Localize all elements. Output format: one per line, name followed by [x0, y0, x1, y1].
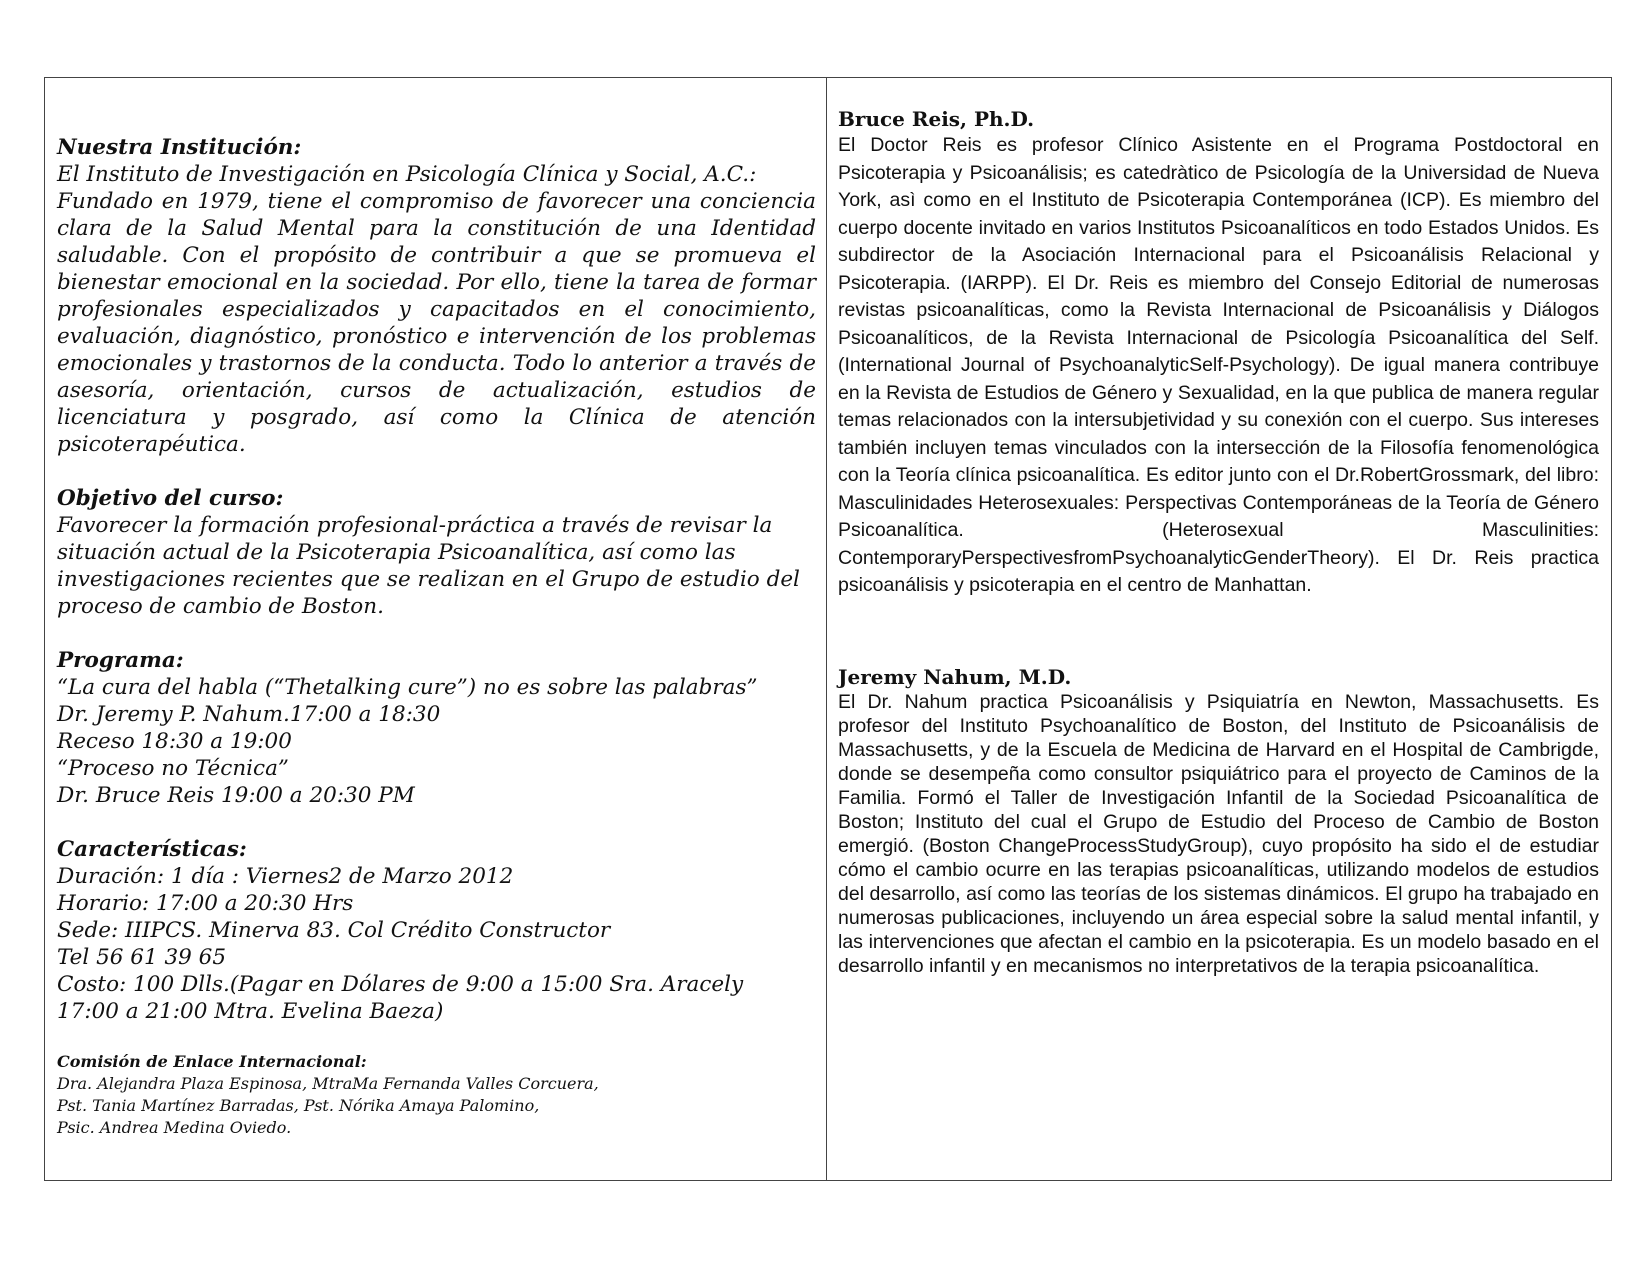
right-column [827, 78, 1611, 1180]
commission-heading: Comisión de Enlace Internacional: [57, 1052, 367, 1071]
nahum-heading: Jeremy Nahum, M.D. [838, 664, 1072, 689]
commission-lines: Dra. Alejandra Plaza Espinosa, MtraMa Fernanda Valles Corcuera, Pst. Tania Martínez Barradas, Pst. Nórika Amaya Palomino, Psic. Andrea Medina Oviedo. [57, 1074, 599, 1137]
reis-bio: El Doctor Reis es profesor Clínico Asistente en el Programa Postdoctoral en Psicoterapia y Psicoanálisis; es catedràtico de Psicología de la Universidad de Nueva York, asì como en el Instituto de Psicoterapia Contemporánea (ICP). Es miembro del cuerpo docente invitado en varios Institutos Psicoanalíticos en todo Estados Unidos. Es subdirector de la Asociación Internacional para el Psicoanálisis Relacional y Psicoterapia. (IARPP). El Dr. Reis es miembro del Consejo Editorial de numerosas revistas psicoanalíticas, como la Revista Internacional de Psicoanálisis y Diálogos Psicoanalíticos, de la Revista Internacional de Psicología Psicoanalítica del Self. (International Journal of PsychoanalyticSelf-Psychology). De igual manera contribuye en la Revista de Estudios de Género y Sexualidad, en la que publica de manera regular temas relacionados con la intersubjetividad y su conexión con el cuerpo. Sus intereses también incluyen temas vinculados con la intersección de la Filosofía fenomenológica con la Teoría clínica psicoanalítica. Es editor junto con el Dr.RobertGrossmark, del libro: Masculinidades Heterosexuales: Perspectivas Contemporáneas de la Teoría de Género Psicoanalítica. (Heterosexual Masculinities: ContemporaryPerspectivesfromPsychoanalyticGenderTheory). El Dr. Reis practica psicoanálisis y psicoterapia en el centro de Manhattan. [838, 134, 1599, 596]
institution-body: Fundado en 1979, tiene el compromiso de favorecer una conciencia clara de la Salud Mental para la constitución de una Identidad saludable. Con el propósito de contribuir a que se promueva el bienestar emocional en la sociedad. Por ello, tiene la tarea de formar profesionales especializados y capacitados en el conocimiento, evaluación, diagnóstico, pronóstico e intervención de los problemas emocionales y trastornos de la conducta. Todo lo anterior a través de asesoría, orientación, cursos de actualización, estudios de licenciatura y posgrado, así como la Clínica de atención psicoterapéutica. [57, 189, 816, 457]
objective-body: Favorecer la formación profesional-práctica a través de revisar la situación actual de la Psicoterapia Psicoanalítica, así como las investigaciones recientes que se realizan en el Grupo de estudio del proceso de cambio de Boston. [57, 513, 800, 619]
program-heading: Programa: [57, 648, 184, 673]
left-column [45, 78, 827, 1180]
institution-name: El Instituto de Investigación en Psicología Clínica y Social, A.C.: [57, 162, 757, 187]
nahum-bio: El Dr. Nahum practica Psicoanálisis y Psiquiatría en Newton, Massachusetts. Es profesor del Instituto Psychoanalítico de Boston, del Instituto de Psicoanálisis de Massachusetts, y de la Escuela de Medicina de Harvard en el Hospital de Cambrigde, donde se desempeña como consultor psiquiátrico para el proyecto de Caminos de la Familia. Formó el Taller de Investigación Infantil de la Sociedad Psicoanalítica de Boston; Instituto del cual el Grupo de Estudio del Proceso de Cambio de Boston emergió. (Boston ChangeProcessStudyGroup), cuyo propósito ha sido el de estudiar cómo el cambio ocurre en las terapias psicoanalíticas, utilizando modelos de estudios del desarrollo, así como las teorías de los sistemas dinámicos. El grupo ha trabajado en numerosas publicaciones, incluyendo un área especial sobre la salud mental infantil, y las intervenciones que afectan el cambio en la psicoterapia. Es un modelo basado en el desarrollo infantil y en mecanismos no interpretativos de la terapia psicoanalítica. [838, 690, 1599, 977]
reis-heading: Bruce Reis, Ph.D. [838, 107, 1035, 131]
objective-heading: Objetivo del curso: [57, 486, 284, 511]
features-heading: Características: [57, 837, 247, 862]
brochure-sheet [44, 77, 1612, 1181]
institution-heading: Nuestra Institución: [57, 135, 302, 160]
features-lines: Duración: 1 día : Viernes2 de Marzo 2012 Horario: 17:00 a 20:30 Hrs Sede: IIIPCS. Minerva 83. Col Crédito Constructor Tel 56 61 39 65 Costo: 100 Dlls.(Pagar en Dólares de 9:00 a 15:00 Sra. Aracely 17:00 a 21:00 Mtra. Evelina Baeza) [57, 864, 744, 1024]
program-lines: “La cura del habla (“Thetalking cure”) no es sobre las palabras” Dr. Jeremy P. Nahum.17:00 a 18:30 Receso 18:30 a 19:00 “Proceso no Técnica” Dr. Bruce Reis 19:00 a 20:30 PM [57, 675, 758, 808]
